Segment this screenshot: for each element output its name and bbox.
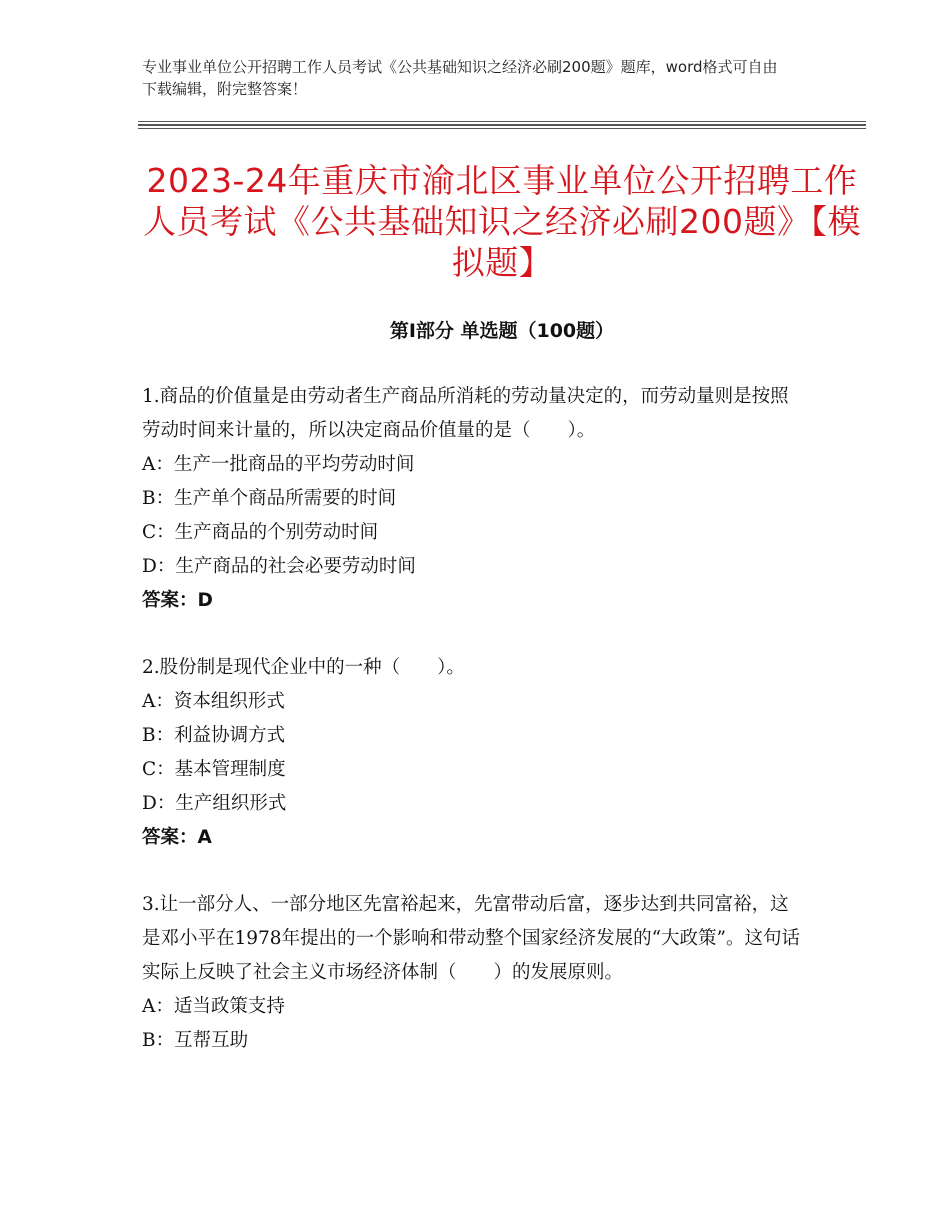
header-divider [138,121,866,122]
question-1 [142,380,807,618]
option-a: A：生产一批商品的平均劳动时间 [142,454,415,475]
option-c: C：基本管理制度 [142,759,286,780]
option-a: A：适当政策支持 [142,996,285,1017]
option-b: B：生产单个商品所需要的时间 [142,488,397,509]
header-note: 专业事业单位公开招聘工作人员考试《公共基础知识之经济必刷200题》题库，word格式可自由下载编辑，附完整答案！ [142,58,778,98]
question-stem: 3.让一部分人、一部分地区先富裕起来，先富带动后富，逐步达到共同富裕，这是邓小平在1978年提出的一个影响和带动整个国家经济发展的“大政策”。这句话实际上反映了社会主义市场经济体制（ ）的发展原则。 [142,894,800,983]
answer: 答案：A [142,827,212,848]
option-c: C：生产商品的个别劳动时间 [142,522,379,543]
option-a: A：资本组织形式 [142,691,285,712]
option-b: B：利益协调方式 [142,725,286,746]
header-divider [138,124,866,126]
question-2 [142,651,807,855]
question-stem: 1.商品的价值量是由劳动者生产商品所消耗的劳动量决定的，而劳动量则是按照劳动时间来计量的，所以决定商品价值量的是（ ）。 [142,386,789,441]
question-3 [142,888,807,1058]
option-b: B：互帮互助 [142,1030,249,1051]
question-stem: 2.股份制是现代企业中的一种（ ）。 [142,657,465,678]
document-title: 2023-24年重庆市渝北区事业单位公开招聘工作人员考试《公共基础知识之经济必刷200题》【模拟题】 [143,161,861,282]
option-d: D：生产组织形式 [142,793,287,814]
answer: 答案：D [142,590,213,611]
question-list [142,380,807,1091]
header-divider [138,128,866,129]
section-heading: 第I部分 单选题（100题） [389,320,615,342]
option-d: D：生产商品的社会必要劳动时间 [142,556,416,577]
